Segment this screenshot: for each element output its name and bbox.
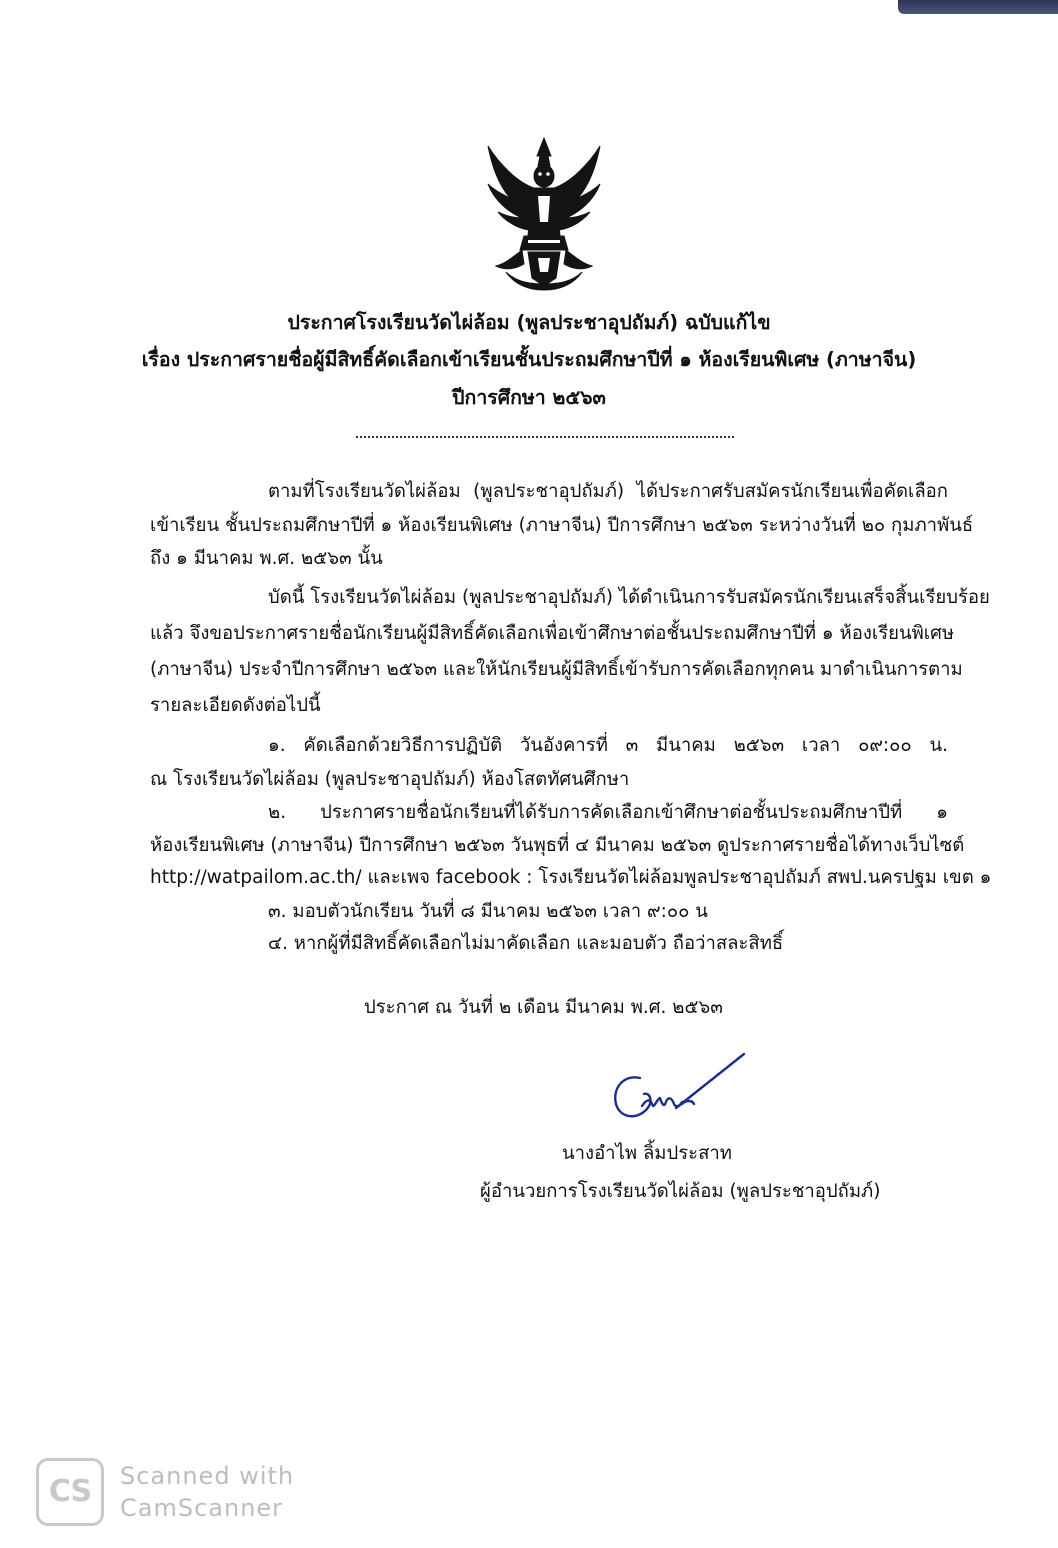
item-2-line-1: ๒. ประกาศรายชื่อนักเรียนที่ได้รับการคัดเลือกเข้าศึกษาต่อชั้นประถมศึกษาปีที่ ๑ (268, 802, 948, 823)
paragraph-1-line-1: ตามที่โรงเรียนวัดไผ่ล้อม (พูลประชาอุปถัมภ์) ได้ประกาศรับสมัครนักเรียนเพื่อคัดเลือก (268, 481, 948, 502)
item-3: ๓. มอบตัวนักเรียน วันที่ ๘ มีนาคม ๒๕๖๓ เวลา ๙:๐๐ น (268, 901, 708, 922)
paragraph-2-line-4: รายละเอียดดังต่อไปนี้ (150, 695, 321, 716)
item-4: ๔. หากผู้ที่มีสิทธิ์คัดเลือกไม่มาคัดเลือก และมอบตัว ถือว่าสละสิทธิ์ (268, 933, 784, 954)
garuda-emblem-icon (482, 132, 606, 292)
handwritten-signature (606, 1048, 750, 1132)
item-1-line-1: ๑. คัดเลือกด้วยวิธีการปฏิบัติ วันอังคารที่ ๓ มีนาคม ๒๕๖๓ เวลา ๐๙:๐๐ น. (268, 735, 948, 756)
announcement-subject: เรื่อง ประกาศรายชื่อผู้มีสิทธิ์คัดเลือกเข้าเรียนชั้นประถมศึกษาปีที่ ๑ ห้องเรียนพิเศษ (ภาษาจีน) (141, 348, 917, 371)
paragraph-1-line-3: ถึง ๑ มีนาคม พ.ศ. ๒๕๖๓ นั้น (150, 548, 383, 569)
signer-position: ผู้อำนวยการโรงเรียนวัดไผ่ล้อม (พูลประชาอุปถัมภ์) (480, 1181, 881, 1202)
watermark-line-2: CamScanner (120, 1494, 284, 1522)
item-2-line-2: ห้องเรียนพิเศษ (ภาษาจีน) ปีการศึกษา ๒๕๖๓ วันพุธที่ ๔ มีนาคม ๒๕๖๓ ดูประกาศรายชื่อได้ทางเว็บไซต์ (150, 835, 965, 856)
academic-year: ปีการศึกษา ๒๕๖๓ (452, 386, 606, 409)
announcement-date: ประกาศ ณ วันที่ ๒ เดือน มีนาคม พ.ศ. ๒๕๖๓ (364, 997, 723, 1018)
item-1-line-2: ณ โรงเรียนวัดไผ่ล้อม (พูลประชาอุปถัมภ์) ห้องโสตทัศนศึกษา (150, 769, 630, 790)
camscanner-logo-icon: CS (36, 1458, 104, 1526)
paragraph-2-line-2: แล้ว จึงขอประกาศรายชื่อนักเรียนผู้มีสิทธิ์คัดเลือกเพื่อเข้าศึกษาต่อชั้นประถมศึกษาปีที่ ๑ ห้องเรียนพิเศษ (150, 623, 955, 644)
paragraph-2-line-3: (ภาษาจีน) ประจำปีการศึกษา ๒๕๖๓ และให้นักเรียนผู้มีสิทธิ์เข้ารับการคัดเลือกทุกคน มาดำเนินการตาม (150, 659, 963, 680)
item-2-line-3: http://watpailom.ac.th/ และเพจ facebook : โรงเรียนวัดไผ่ล้อมพูลประชาอุปถัมภ์ สพป.นครปฐม เขต ๑ (150, 867, 992, 888)
paragraph-1-line-2: เข้าเรียน ชั้นประถมศึกษาปีที่ ๑ ห้องเรียนพิเศษ (ภาษาจีน) ปีการศึกษา ๒๕๖๓ ระหว่างวันที่ ๒๐ กุมภาพันธ์ (150, 515, 974, 536)
dotted-divider (356, 436, 734, 438)
announcement-title: ประกาศโรงเรียนวัดไผ่ล้อม (พูลประชาอุปถัมภ์) ฉบับแก้ไข (287, 311, 771, 334)
paragraph-2-line-1: บัดนี้ โรงเรียนวัดไผ่ล้อม (พูลประชาอุปถัมภ์) ได้ดำเนินการรับสมัครนักเรียนเสร็จสิ้นเรียบร้อย (268, 587, 990, 608)
signer-name: นางอำไพ ลิ้มประสาท (562, 1143, 732, 1164)
scan-corner-mark (898, 0, 1058, 14)
watermark-line-1: Scanned with (120, 1462, 295, 1490)
